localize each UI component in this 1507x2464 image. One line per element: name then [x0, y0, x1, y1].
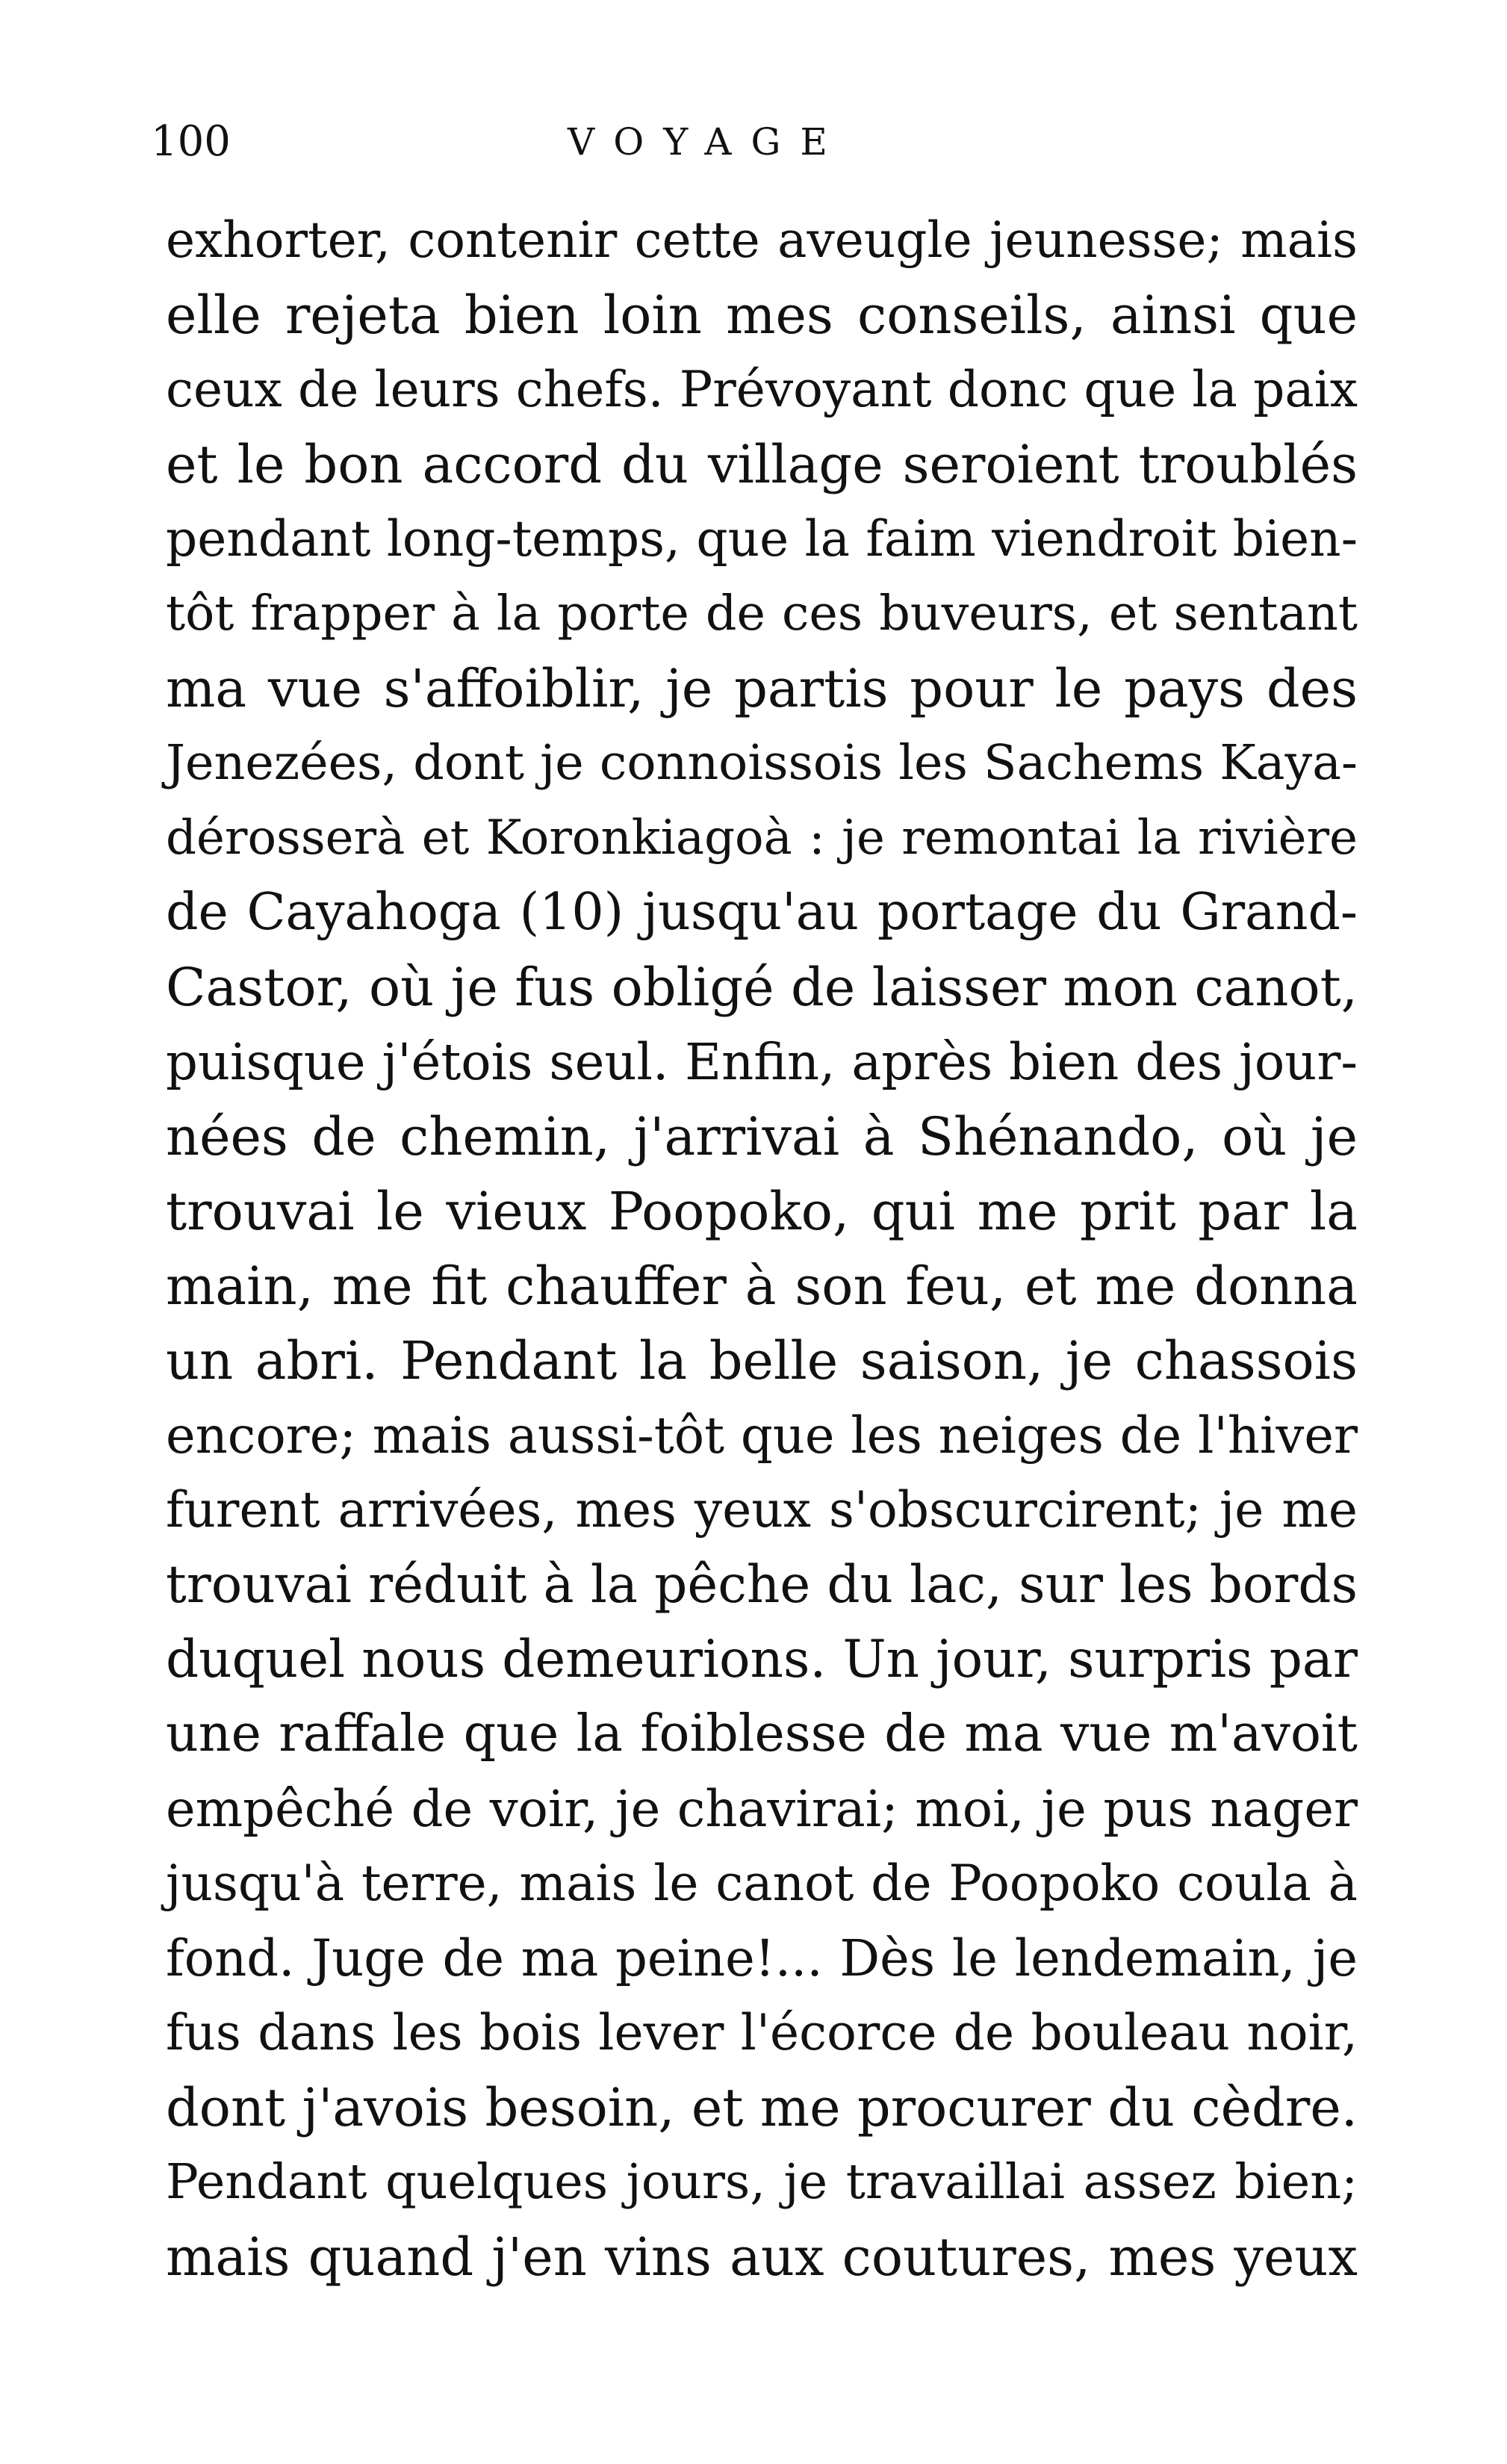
- text-line: dérosserà et Koronkiagoà : je remontai la rivière: [166, 810, 1358, 866]
- text-line: un abri. Pendant la belle saison, je chassois: [166, 1330, 1358, 1391]
- text-line: Pendant quelques jours, je travaillai assez bien;: [166, 2154, 1358, 2210]
- text-line: mais quand j'en vins aux coutures, mes yeux: [166, 2226, 1358, 2288]
- text-line: jusqu'à terre, mais le canot de Poopoko coula à: [166, 1855, 1358, 1912]
- text-line: nées de chemin, j'arrivai à Shénando, où je: [166, 1106, 1358, 1167]
- text-line: de Cayahoga (10) jusqu'au portage du Grand-: [166, 883, 1358, 942]
- text-line: empêché de voir, je chavirai; moi, je pus nager: [166, 1780, 1358, 1838]
- text-line: trouvai le vieux Poopoko, qui me prit par la: [166, 1181, 1358, 1242]
- text-line: une raffale que la foiblesse de ma vue m'avoit: [166, 1704, 1358, 1763]
- page-number: 100: [151, 117, 231, 166]
- text-line: et le bon accord du village seroient troublés: [166, 434, 1358, 495]
- text-line: dont j'avois besoin, et me procurer du cèdre.: [166, 2077, 1358, 2138]
- text-line: Castor, où je fus obligé de laisser mon canot,: [166, 957, 1358, 1018]
- page-header: [0, 112, 1507, 172]
- text-line: Jenezées, dont je connoissois les Sachems Kaya-: [166, 735, 1358, 791]
- text-line: exhorter, contenir cette aveugle jeunesse; mais: [166, 211, 1358, 269]
- running-title: VOYAGE: [568, 120, 847, 164]
- text-line: fond. Juge de ma peine!... Dès le lendemain, je: [166, 1929, 1358, 1987]
- text-line: pendant long-temps, que la faim viendroit bien-: [166, 510, 1358, 568]
- text-line: fus dans les bois lever l'écorce de bouleau noir,: [166, 2004, 1358, 2061]
- text-line: puisque j'étois seul. Enfin, après bien des jour-: [166, 1033, 1358, 1091]
- text-line: encore; mais aussi-tôt que les neiges de l'hiver: [166, 1406, 1358, 1465]
- text-line: ceux de leurs chefs. Prévoyant donc que la paix: [166, 361, 1358, 418]
- text-line: ma vue s'affoiblir, je partis pour le pays des: [166, 658, 1358, 719]
- text-line: elle rejeta bien loin mes conseils, ainsi que: [166, 285, 1358, 346]
- text-line: duquel nous demeurions. Un jour, surpris par: [166, 1630, 1358, 1689]
- text-line: tôt frapper à la porte de ces buveurs, et sentant: [166, 586, 1358, 642]
- text-line: furent arrivées, mes yeux s'obscurcirent; je me: [166, 1481, 1358, 1539]
- text-line: main, me fit chauffer à son feu, et me donna: [166, 1256, 1358, 1317]
- body-text: [166, 203, 1358, 2294]
- text-line: trouvai réduit à la pêche du lac, sur les bords: [166, 1555, 1358, 1615]
